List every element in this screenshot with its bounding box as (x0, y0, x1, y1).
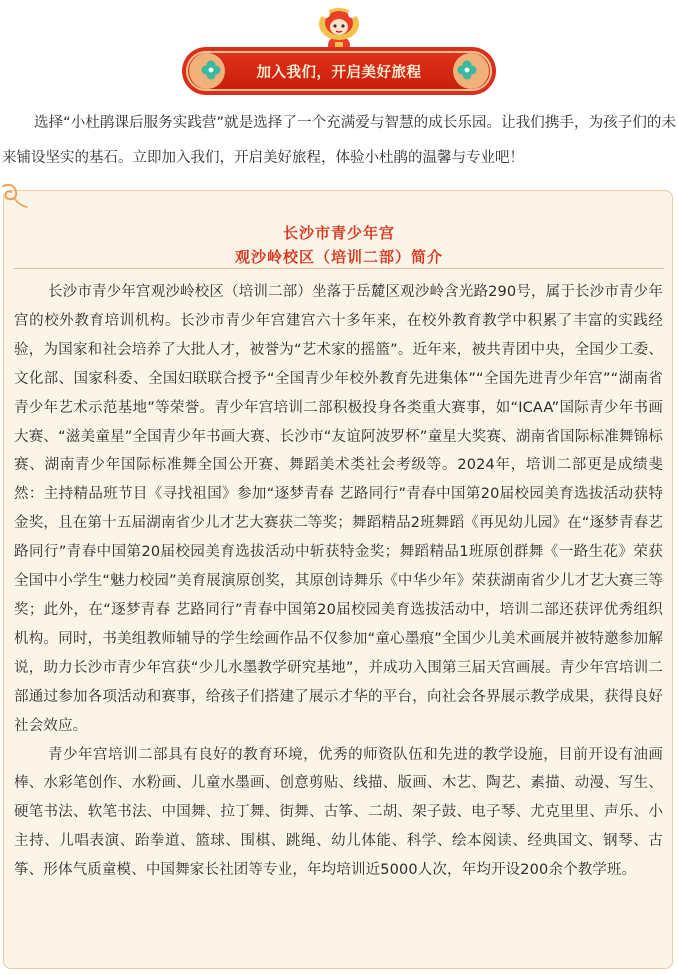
lion-mascot-icon (312, 5, 366, 55)
title-divider (14, 268, 664, 269)
swirl-ornament-icon (0, 180, 30, 212)
card-title: 长沙市青少年宫 (282, 224, 395, 242)
intro-paragraph: 选择“小杜鹃课后服务实践营”就是选择了一个充满爱与智慧的成长乐园。让我们携手，为孩子们的未来铺设坚实的基石。立即加入我们，开启美好旅程，体验小杜鹃的温馨与专业吧！ (2, 115, 676, 166)
card-body (14, 278, 663, 885)
card-subtitle: 观沙岭校区（培训二部）简介 (234, 248, 443, 266)
body-paragraph-2: 青少年宫培训二部具有良好的教育环境，优秀的师资队伍和先进的教学设施，目前开设有油画棒、水彩笔创作、水粉画、儿童水墨画、创意剪贴、线描、版画、木艺、陶艺、素描、动漫、写生、硬笔书法、软笔书法、中国舞、拉丁舞、街舞、古筝、二胡、架子鼓、电子琴、尤克里里、声乐、小主持、儿唱表演、跆拳道、篮球、围棋、跳绳、幼儿体能、科学、绘本阅读、经典国文、钢琴、古筝、形体气质童模、中国舞家长社团等专业，年均培训近5000人次，年均开设200余个教学班。 (14, 746, 663, 879)
body-paragraph-1: 长沙市青少年宫观沙岭校区（培训二部）坐落于岳麓区观沙岭含光路290号，属于长沙市青少年宫的校外教育培训机构。长沙市青少年宫建宫六十多年来，在校外教育教学中积累了丰富的实践经验，为国家和社会培养了大批人才，被誉为“艺术家的摇篮”。近年来，被共青团中央，全国少工委、文化部、国家科委、全国妇联联合授予“全国青少年校外教育先进集体”“全国先进青少年宫”“湖南省青少年艺术示范基地”等荣誉。青少年宫培训二部积极投身各类重大赛事，如“ICAA”国际青少年书画大赛、“滋美童星”全国青少年书画大赛、长沙市“友谊阿波罗杯”童星大奖赛、湖南省国际标准舞锦标赛、湖南青少年国际标准舞全国公开赛、舞蹈美术类社会考级等。2024年，培训二部更是成绩斐然：主持精品班节目《寻找祖国》参加“逐梦青春 艺路同行”青春中国第20届校园美育选拔活动获特金奖，且在第十五届湖南省少儿才艺大赛获二等奖；舞蹈精品2班舞蹈《再见幼儿园》在“逐梦青春艺路同行”青春中国第20届校园美育选拔活动中斩获特金奖；舞蹈精品1班原创群舞《一路生花》荣获全国中小学生“魅力校园”美育展演原创奖，其原创诗舞乐《中华少年》荣获湖南省少儿才艺大赛三等奖；此外，在“逐梦青春 艺路同行”青春中国第20届校园美育选拔活动中，培训二部还获评优秀组织机构。同时，书美组教师辅导的学生绘画作品不仅参加“童心墨痕”全国少儿美术画展并被特邀参加解说，助力长沙市青少年宫获“少儿水墨教学研究基地”，并成功入围第三届天宫画展。青少年宫培训二部通过参加各项活动和赛事，给孩子们搭建了展示才华的平台，向社会各界展示教学成果，获得良好社会效应。 (14, 284, 663, 734)
banner-title: 加入我们，开启美好旅程 (256, 65, 422, 81)
join-us-banner (186, 51, 492, 91)
